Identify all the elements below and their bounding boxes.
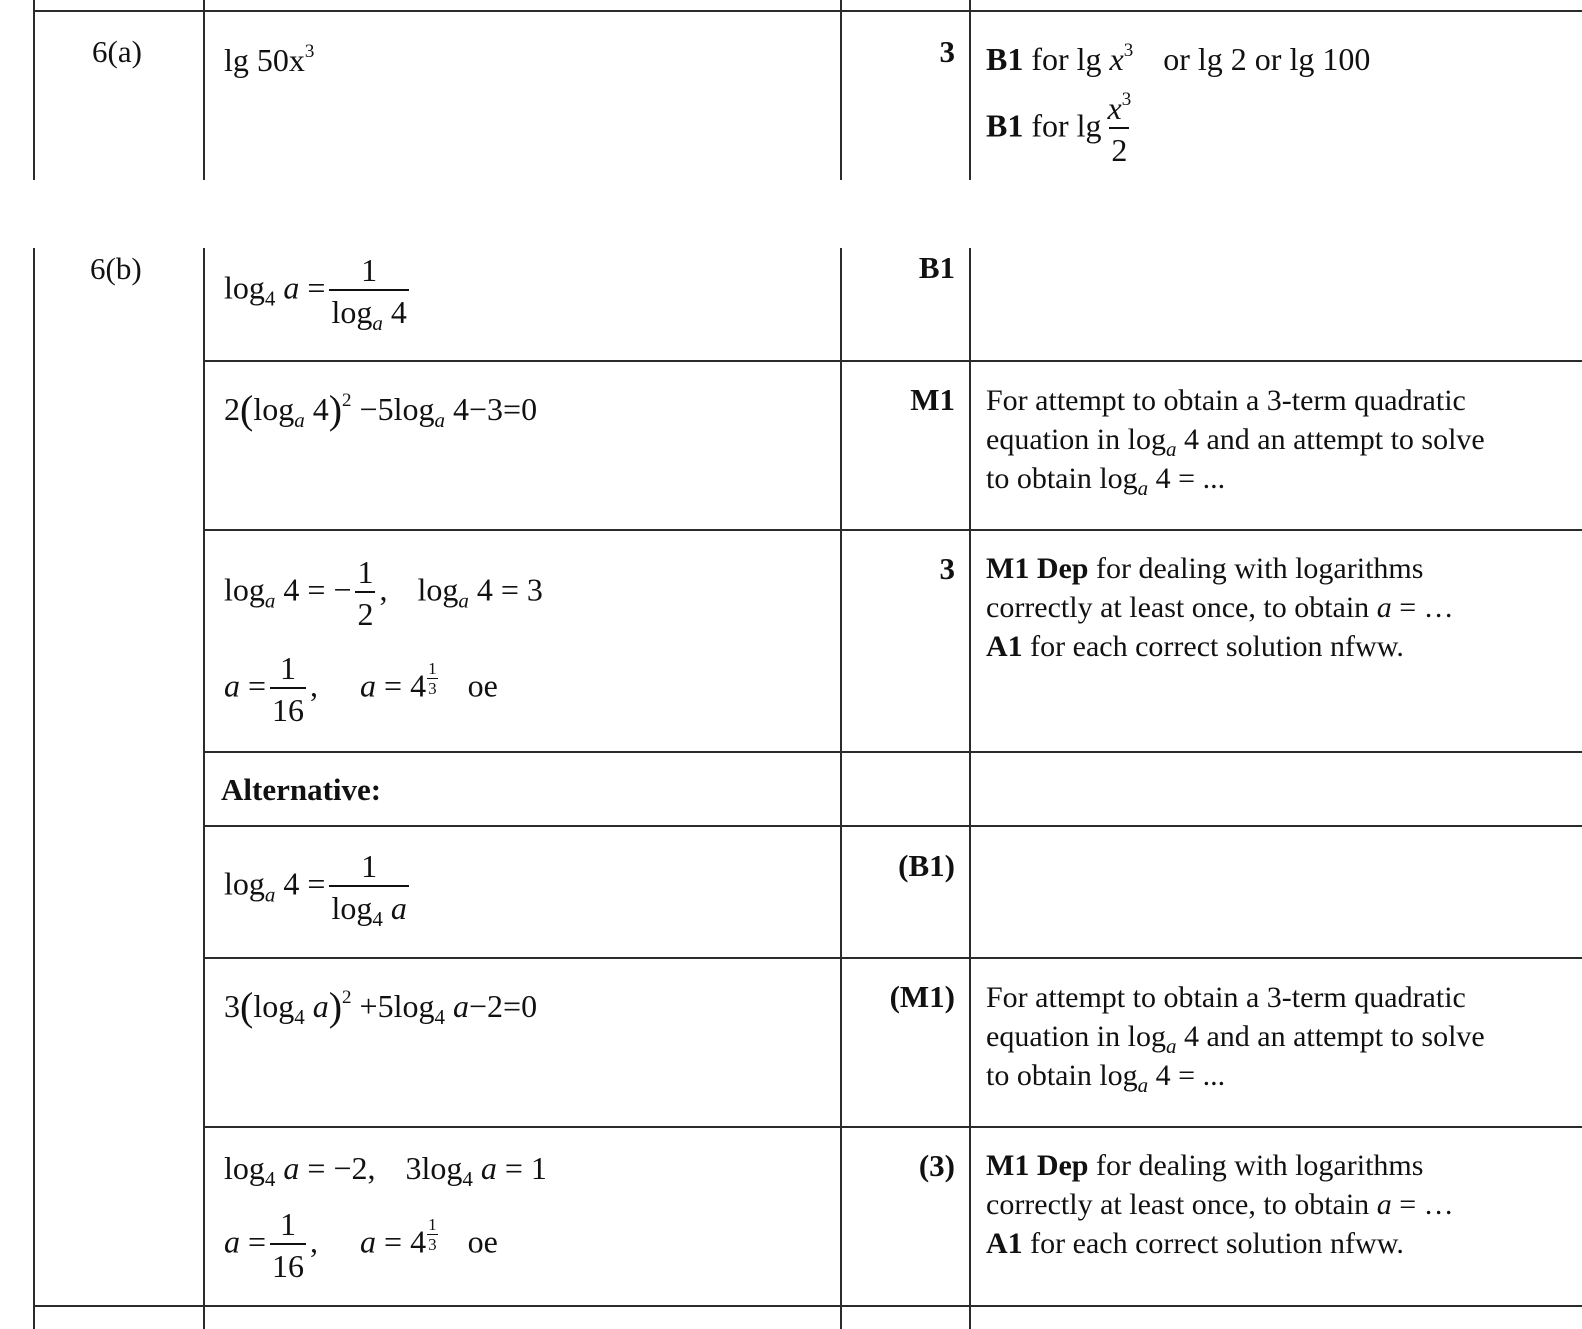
guidance-line: correctly at least once, to obtain a = … [986,591,1454,624]
mark-code: B1 [986,41,1024,77]
guidance-line: to obtain $\log_a 4$ = ... [986,462,1226,500]
expr-text: −5log [359,391,435,427]
alternative-heading: Alternative: [221,772,382,807]
answer-6b-row3-line2: a = $\frac{1}{16}$ , a = 4 $\frac{1}{3}$ oe [224,650,498,728]
guidance-6b-row2 [986,381,1485,498]
answer-6b-row5: $3(\log_4$ $a)^2 +5\log_4$ a−2=0 [224,984,538,1029]
answer-6b-row4: $\log_a 4$ = $\frac{1}{\log_4 a}$ [224,848,407,931]
mark-code: B1 [986,107,1024,144]
answer-text: lg 50x [224,42,305,78]
guidance-6b-row5 [986,978,1485,1095]
fraction [1106,89,1134,168]
guidance-text: or [1254,41,1282,77]
log-arg: 4 [312,391,329,427]
table1-top-border [33,10,1582,12]
exponent-fraction: $\frac{1}{3}$ [428,659,437,699]
guidance-line: M1 Dep for dealing with logarithms [986,552,1424,585]
log-base: a [434,408,445,432]
fraction: $\frac{1}{\log_4 a}$ [331,848,407,931]
variable: x [1109,41,1124,77]
row-divider [203,360,1582,362]
table1-col-line-1 [33,0,35,180]
guidance-line: correctly at least once, to obtain a = … [986,1188,1454,1221]
guidance-line: A1 for each correct solution nfww. [986,630,1404,663]
fraction: $\frac{1}{16}$ [272,1206,305,1284]
guidance-text: for [1031,107,1069,144]
guidance-text: or [1163,41,1190,77]
guidance-6b-row3 [986,549,1454,666]
exponent-fraction: $\frac{1}{3}$ [428,1215,437,1255]
row-divider [203,751,1582,753]
table2-bottom-border [33,1305,1582,1307]
answer-exponent: 3 [304,41,315,62]
guidance-line: M1 Dep for dealing with logarithms [986,1149,1424,1182]
fraction: $\frac{1}{16}$ [272,650,305,728]
answer-6b-row6-line2: a = $\frac{1}{16}$ , a = 4 $\frac{1}{3}$ oe [224,1206,498,1284]
guidance-text: lg [1076,41,1102,77]
exponent: 3 [1121,89,1132,110]
guidance-6a-line2 [986,89,1137,168]
mark-6b-row3: 3 [939,551,955,586]
guidance-line: For attempt to obtain a 3-term quadratic [986,981,1466,1014]
paren: ( [240,387,254,432]
guidance-line: A1 for each correct solution nfww. [986,1227,1404,1260]
variable: a [283,269,300,306]
guidance-line: to obtain $\log_a 4$ = ... [986,1059,1226,1097]
answer-6b-row3-line1: $\log_a 4$ = − $\frac{1}{2}$ , $\log_a 4 = 3$ [224,554,543,632]
fraction [329,252,408,335]
mark-6b-row1: B1 [918,250,955,285]
answer-6b-row2 [224,387,538,432]
question-label-6a: 6(a) [92,34,142,69]
guidance-line: equation in $\log_a 4$ and an attempt to solve [986,1020,1485,1058]
table2-col-line-1 [33,248,35,1329]
mark-6a: 3 [939,34,955,69]
mark-6b-row5: (M1) [889,979,955,1014]
table2-col-line-4 [969,248,971,1329]
mark-6b-row4: (B1) [898,848,955,883]
log-text: log [224,269,265,306]
numerator: x [1107,90,1122,126]
row-divider [203,825,1582,827]
row-divider [203,957,1582,959]
equals: = [307,269,326,306]
mark-6b-row6: (3) [918,1148,955,1183]
mark-6b-row2: M1 [910,382,955,417]
numerator: 1 [361,252,378,288]
table2-col-line-3 [840,248,842,1329]
question-label-6b: 6(b) [90,251,142,286]
guidance-6a-line1 [986,40,1371,77]
guidance-text: lg 2 [1197,41,1247,77]
log-base: 4 [264,286,276,311]
log-base: a [294,408,305,432]
guidance-line: For attempt to obtain a 3-term quadratic [986,384,1466,417]
table1-col-line-3 [840,0,842,180]
paren: ) [328,387,343,432]
log-text: log [253,391,295,427]
answer-6a [224,41,315,78]
guidance-6b-row6 [986,1146,1454,1263]
answer-6b-row6-line1: $\log_4 a = -2$, $3\log_4$ a = 1 [224,1150,547,1191]
guidance-line: equation in $\log_a 4$ and an attempt to solve [986,423,1485,461]
guidance-text: lg 100 [1289,41,1371,77]
guidance-text: lg [1076,107,1102,144]
table2-col-line-2 [203,248,205,1329]
table1-col-line-2 [203,0,205,180]
exponent: 3 [1123,40,1134,61]
row-divider [203,1126,1582,1128]
expr-text: 4−3=0 [452,391,538,427]
coefficient: 2 [224,391,240,427]
denominator: 2 [1109,127,1129,166]
denominator: $\log_a 4$ [329,289,408,328]
guidance-text: for [1031,41,1069,77]
fraction: $\frac{1}{2}$ [357,554,374,632]
table1-col-line-4 [969,0,971,180]
row-divider [203,529,1582,531]
answer-6b-row1 [224,252,413,335]
exponent: 2 [342,390,352,411]
